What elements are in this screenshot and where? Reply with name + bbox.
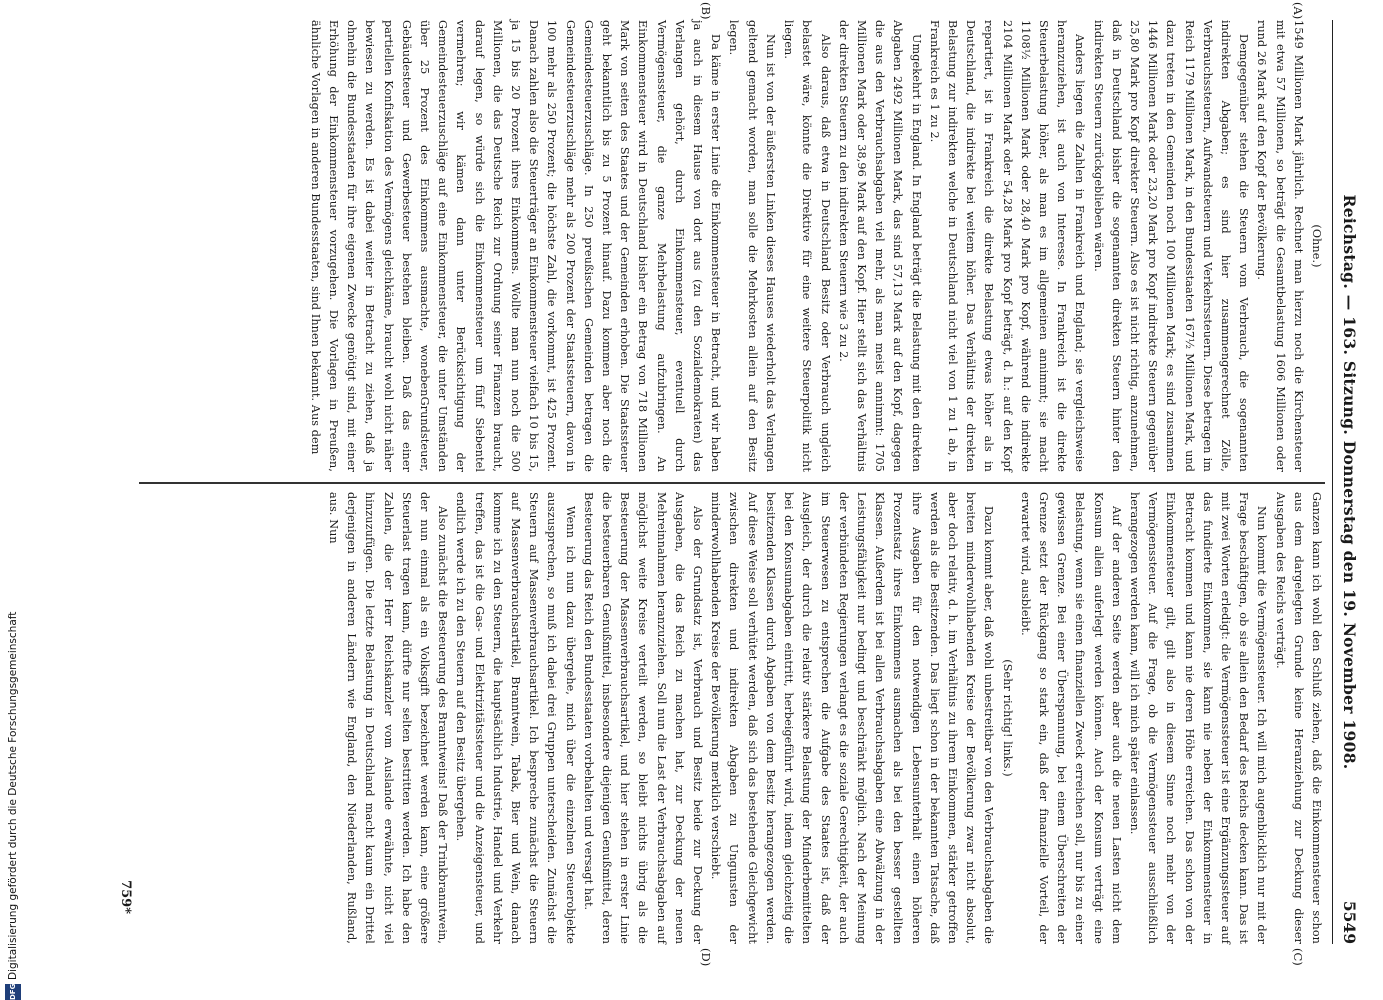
- margin-letter-c: (C): [1291, 948, 1305, 966]
- paragraph: Anders liegen die Zahlen in Frankreich und England; sie vergleichsweise heranzuziehen, ist auch von Interesse. In Frankreich ist die direkte Steuerbelastung höher, als man es im allgemeinen annimmt; sie macht 1108½ Millionen Mark oder 28,40 Mark pro Kopf, während die indirekte 2104 Millionen Mark oder 54,28 Mark pro Kopf beträgt, d. h.: auf den Kopf repartiert, ist in Frankreich die direkte Belastung etwas höher als in Deutschland, die indirekte bei weitem höher. Das Verhältnis der direkten Belastung zur indirekten welche in Deutschland nicht viel von 1 zu 1 ab, in Frankreich es 1 zu 2.: [927, 20, 1087, 472]
- paragraph: Dazu kommt aber, daß wohl unbestreitbar von den Verbrauchsabgaben die breiten minderwohlhabenden Kreise der Bevölkerung zwar nicht absolut, aber doch relativ, d. h. im Verhältnis zu ihrem Einkommen, stärker getroffen werden als die Besitzenden. Das liegt schon in der bekannten Tatsache, daß ihre Ausgaben für den notwendigen Lebensunterhalt einen höheren Prozentsatz ihres Einkommens ausmachen als bei den besser gestellten Klassen. Außerdem ist bei allen Verbrauchsabgaben eine Abwälzung in der Leistungsfähigkeit nur bedingt und beschränkt möglich. Nach der Meinung der verbündeten Regierungen verlangt es die soziale Gerechtigkeit, der auch im Steuerwesen zu entsprechen die Aufgabe des Staates ist, daß der Ausgleich, der durch die relativ stärkere Belastung der Minderbemittelten bei den Konsumabgaben eintritt, herbeigeführt wird, indem gleichzeitig die besitzenden Klassen durch Abgaben von dem Besitz herangezogen werden. Auf diese Weise soll verhütet werden, daß sich das bestehende Gleichgewicht zwischen direkten und indirekten Abgaben zu Ungunsten der minderwohlhabenden Kreise der Bevölkerung merklich verschiebt.: [709, 492, 996, 944]
- credit-line: [4, 0, 22, 1000]
- document-sheet: [79, 2, 1361, 967]
- interjection: (Sehr richtig! links.): [1000, 659, 1014, 777]
- margin-letter-d: (D): [699, 948, 713, 967]
- paragraph: 1549 Millionen Mark jährlich. Rechnet man hierzu noch die Kirchensteuer mit etwa 57 Millionen, so beträgt die Gesamtbelastung 1606 Millionen oder rund 26 Mark auf den Kopf der Bevölkerung.: [1255, 20, 1305, 472]
- paragraph: (Ohne.): [1310, 224, 1323, 268]
- paragraph: Nun kommt die Vermögenssteuer. Ich will mich augenblicklich nur mit der Frage beschäftigen, ob sie allein den Bedarf des Reichs decken kann. Das ist mit zwei Worten erledigt: die Vermögenssteuer ist eine Ergänzungssteuer auf das fundierte Einkommen, sie kann nie neben der Einkommensteuer in Betracht kommen und kann nie deren Höhe erreichen. Das schon von der Einkommensteuer gilt, gilt also in diesem Sinne noch mehr von der Vermögenssteuer. Auf die Frage, ob die Vermögenssteuer ausschließlich herangezogen werden kann, will ich mich später einlassen.: [1127, 492, 1269, 944]
- paragraph: Nun ist von der äußersten Linken dieses Hauses wiederholt das Verlangen geltend gemacht worden, man solle die Mehrkosten allein auf den Besitz legen.: [727, 20, 777, 472]
- right-column: [324, 492, 1325, 944]
- paragraph: Wenn ich nun dazu übergehe, mich über die einzelnen Steuerobjekte auszusprechen, so muß ich dabei drei Gruppen unterscheiden. Zunächst die Steuern auf Massenverbrauchsartikel. Ich bespreche zunächst die Steuern auf Massenverbrauchsartikel, Branntwein, Tabak, Bier und Wein, danach komme ich zu den Steuern, die hauptsächlich Industrie, Handel und Verkehr treffen, das ist die Gas- und Elektrizitätssteuer und die Anzeigensteuer, und endlich werde ich zu den Steuern auf den Besitz übergehen.: [454, 492, 577, 944]
- paragraph: Ganzen kann ich wohl den Schluß ziehen, daß die Einkommensteuer schon aus dem dargelegten Grunde keine Heranziehung zur Deckung dieser Ausgaben des Reichs verträgt.: [1273, 492, 1323, 944]
- dfg-logo: DFG: [5, 984, 21, 1000]
- paragraph: Umgekehrt in England. In England beträgt die Belastung mit den direkten Abgaben 2492 Millionen Mark, das sind 57,13 Mark auf den Kopf, dagegen die aus den Verbrauchsabgaben viel mehr, als man meist annimmt: 1705 Millionen Mark oder 38,96 Mark auf den Kopf. Hier stellt sich das Verhältnis der direkten Steuern zu den indirekten Steuern wie 3 zu 2.: [836, 20, 923, 472]
- paragraph: Also daraus, daß etwa in Deutschland Besitz oder Verbrauch ungleich belastet wäre, könnte die Direktive für eine weitere Steuerpolitik nicht liegen.: [782, 20, 832, 472]
- footer-mark: 759*: [118, 880, 133, 914]
- page-header: [1337, 20, 1361, 944]
- header-rule: [1332, 20, 1333, 944]
- paragraph: Also der Grundsatz ist, Verbrauch und Besitz beide zur Deckung der Ausgaben, die das Reich zu machen hat, zur Deckung der neuen Mehreinnahmen heranzuziehen. Soll nun die Last der Verbrauchsabgaben auf möglichst weite Kreise verteilt werden, so bleibt nichts übrig als die Besteuerung der Massenverbrauchsartikel, und hier stehen in erster Linie die besteuerbaren Genußmittel, insbesondere diejenigen Genußmittel, deren Besteuerung das Reich den Bundesstaaten vorbehalten und versagt hat.: [581, 492, 705, 944]
- paragraph: Demgegenüber stehen die Steuern vom Verbrauch, die sogenannten indirekten Abgaben; es sind hier zusammengerechnet Zölle, Verbrauchssteuern, Aufwandsteuern und Verkehrssteuern. Diese betragen im Reich 1179 Millionen Mark, in den Bundesstaaten 167½ Millionen Mark, und dazu treten in den Gemeinden noch 100 Millionen Mark; es sind zusammen 1446 Millionen Mark oder 23,20 Mark pro Kopf indirekte Steuern gegenüber 25,80 Mark pro Kopf direkter Steuern. Also es ist nicht richtig, anzunehmen, daß in Deutschland bisher die sogenannten direkten Steuern hinter den indirekten Steuern zurückgeblieben wären.: [1091, 20, 1251, 472]
- margin-letter-a: (A): [1291, 2, 1305, 20]
- paragraph: Auf der anderen Seite werden aber auch die neuen Lasten nicht dem Konsum allein auferlegt werden können. Auch der Konsum verträgt eine Belastung, wenn sie einen finanziellen Zweck erreichen soll, nur bis zu einer gewissen Grenze. Bei einer Überspannung, bei einem Überschreiten der Grenze setzt der Rückgang so stark ein, daß der finanzielle Vorteil, der erwartet wird, ausbleibt.: [1018, 492, 1123, 944]
- column-divider: [139, 482, 1325, 484]
- paragraph: Da käme in erster Linie die Einkommensteuer in Betracht, und wir haben ja auch in diesem Hause von dort aus (zu den Sozialdemokraten) das Verlangen gehört, durch Einkommensteuer, eventuell durch Vermögenssteuer, die ganze Mehrbelastung aufzubringen. An Einkommensteuer wird in Deutschland bisher ein Betrag von 718 Millionen Mark von seiten des Staates und der Gemeinden erhoben. Die Staatssteuer geht bekanntlich bis zu 5 Prozent hinauf. Dazu kommen aber noch die Gemeindesteuerzuschläge. In 250 preußischen Gemeinden betragen die Gemeindesteuerzuschläge mehr als 200 Prozent der Staatssteuern, davon in 100 mehr als 250 Prozent; die höchste Zahl, die vorkommt, ist 425 Prozent. Danach zahlen also die Steuerträger an Einkommensteuer vielfach 10 bis 15, ja 15 bis 20 Prozent ihres Einkommens. Wollte man nun noch die 500 Millionen, die das Deutsche Reich zur Ordnung seiner Finanzen braucht, darauf legen, so würde sich die Einkommensteuer um fünf Siebentel vermehren; wir kämen dann unter Berücksichtigung der Gemeindesteuerzuschläge auf eine Einkommensteuer, die unter Umständen über 25 Prozent des Einkommens ausmachte, wonebenGrundsteuer, Gebäudesteuer und Gewerbesteuer bestehen bleiben. Daß das einer partiellen Konfiskation des Vermögens gleichkäme, braucht wohl nicht näher bewiesen zu werden. Es ist dabei weiter in Betracht zu ziehen, daß ja ohnehin die Bundesstaaten für ihre eigenen Zwecke genötigt sind, mit einer Erhöhung der Einkommensteuer vorzugehen. Die Vorlagen in Preußen, ähnliche Vorlagen in anderen Bundesstaaten, sind Ihnen bekannt. Aus dem: [308, 20, 723, 472]
- paragraph: Also zunächst die Besteuerung des Branntweins! Daß der Trinkbranntwein, der nun einmal als ein Volksgift bezeichnet werden kann, eine größere Steuerlast tragen kann, dürfte nur selten bestritten werden. Ich habe den Zahlen, die der Herr Reichskanzler vom Auslande erwähnte, nicht viel hinzuzufügen. Die letzte Belastung in Deutschland macht kaum ein Drittel derjenigen in anderen Ländern wie England, den Niederlanden, Rußland, aus. Nun: [327, 492, 450, 944]
- left-column: [306, 20, 1325, 472]
- credit-text: Digitalisierung gefördert durch die Deutsche Forschungsgemeinschaft: [7, 611, 19, 980]
- margin-letter-b: (B): [699, 2, 713, 20]
- page-number: 5549: [1340, 900, 1359, 944]
- header-title: Reichstag. — 163. Sitzung. Donnerstag den 19. November 1908.: [1340, 194, 1359, 770]
